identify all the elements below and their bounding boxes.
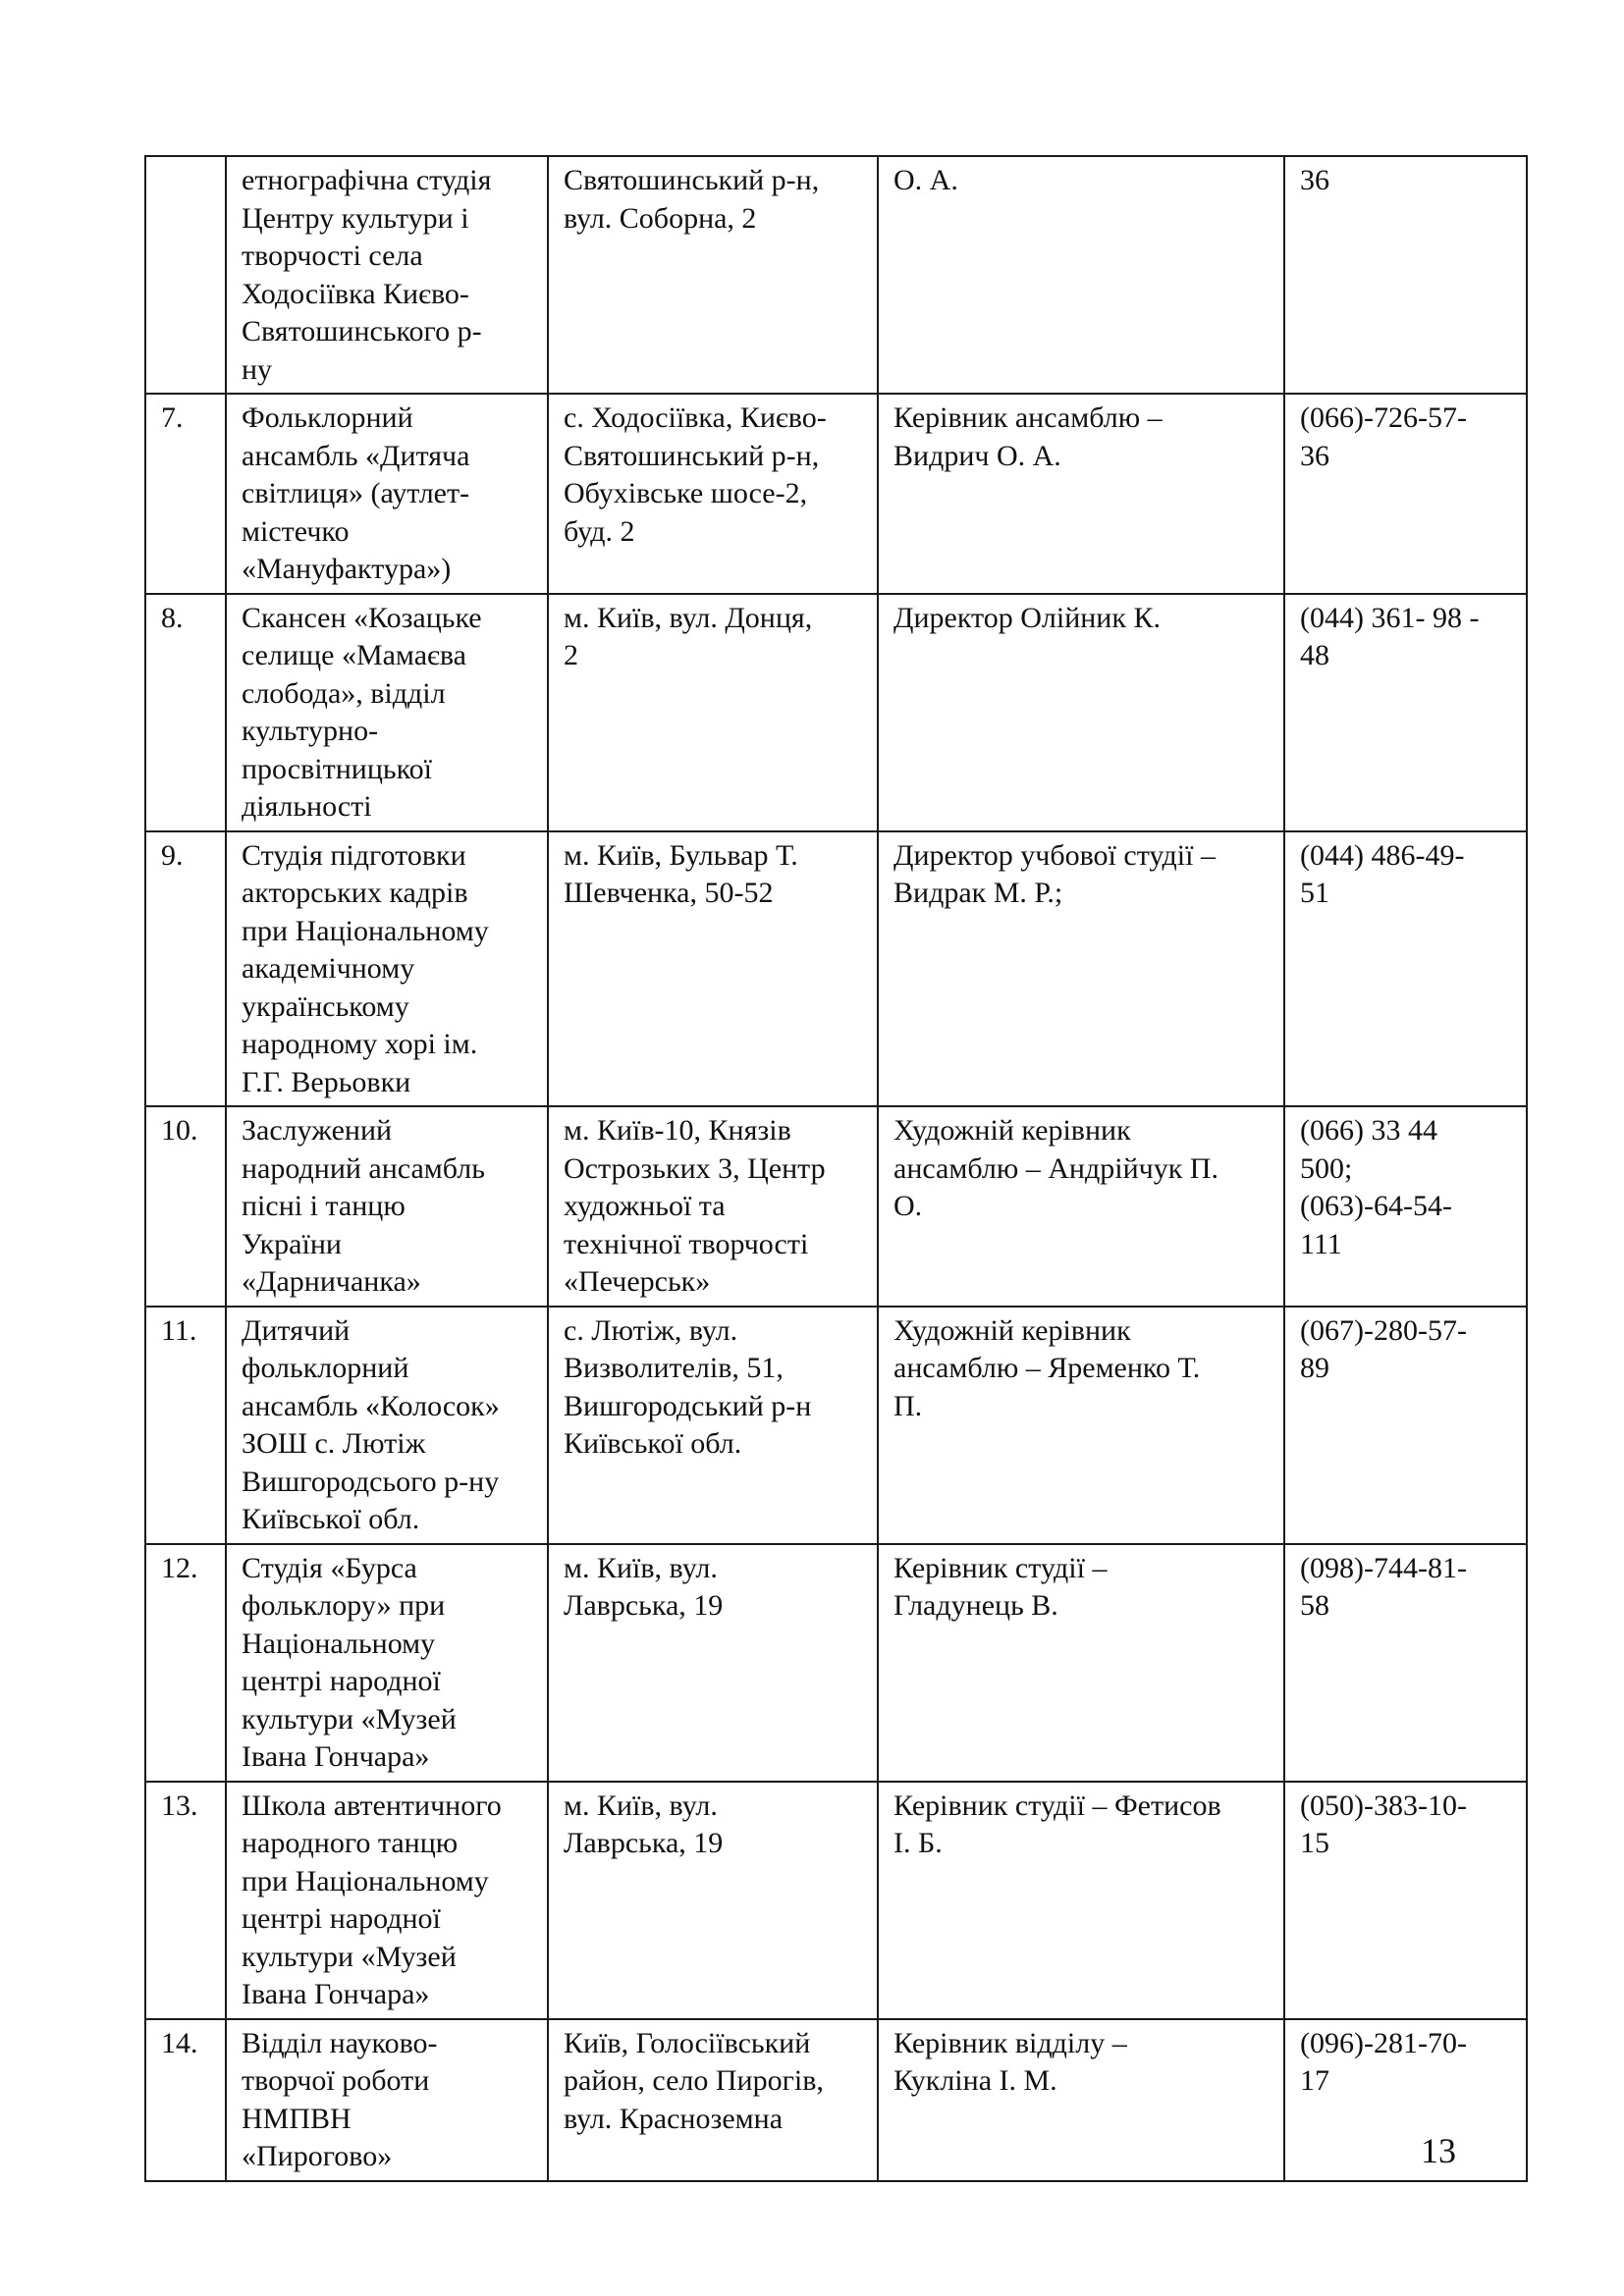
page-number: 13 [1421,2131,1456,2170]
head-cell: Керівник студії – Фетисов І. Б. [878,1782,1284,2019]
table-row [145,831,1527,1107]
table-row [145,1307,1527,1544]
phone-cell: (066) 33 44 500; (063)-64-54- 111 [1284,1106,1527,1307]
table-row [145,394,1527,594]
organization-name-cell: Дитячий фольклорний ансамбль «Колосок» ЗОШ с. Лютіж Вишгородсього р-ну Київської обл. [226,1307,548,1544]
organizations-table [144,155,1528,2182]
phone-cell: (044) 486-49- 51 [1284,831,1527,1107]
organization-name-cell: Відділ науково- творчої роботи НМПВН «Пирогово» [226,2019,548,2181]
organization-name-cell: Школа автентичного народного танцю при Національному центрі народної культури «Музей Івана Гончара» [226,1782,548,2019]
address-cell: м. Київ, вул. Донця, 2 [548,594,878,831]
table-row [145,1782,1527,2019]
row-number-cell [145,156,226,394]
address-cell: м. Київ, вул. Лаврська, 19 [548,1782,878,2019]
phone-cell: 36 [1284,156,1527,394]
organization-name-cell: Скансен «Козацьке селище «Мамаєва слобода», відділ культурно- просвітницької діяльності [226,594,548,831]
organization-name-cell: Заслужений народний ансамбль пісні і танцю України «Дарничанка» [226,1106,548,1307]
phone-cell: (044) 361- 98 - 48 [1284,594,1527,831]
table-row [145,1544,1527,1782]
phone-cell: (096)-281-70- 17 [1284,2019,1527,2181]
phone-cell: (098)-744-81- 58 [1284,1544,1527,1782]
organization-name-cell: етнографічна студія Центру культури і творчості села Ходосіївка Києво- Святошинського р- ну [226,156,548,394]
head-cell: Керівник ансамблю – Видрич О. А. [878,394,1284,594]
table-row [145,594,1527,831]
row-number-cell: 8. [145,594,226,831]
phone-cell: (066)-726-57- 36 [1284,394,1527,594]
row-number-cell: 9. [145,831,226,1107]
phone-cell: (067)-280-57- 89 [1284,1307,1527,1544]
address-cell: с. Лютіж, вул. Визволителів, 51, Вишгородський р-н Київської обл. [548,1307,878,1544]
table-row [145,1106,1527,1307]
organization-name-cell: Студія «Бурса фольклору» при Національному центрі народної культури «Музей Івана Гончара» [226,1544,548,1782]
table-row [145,156,1527,394]
head-cell: Керівник відділу – Куклінa І. М. [878,2019,1284,2181]
address-cell: м. Київ-10, Князів Острозьких 3, Центр художньої та технічної творчості «Печерськ» [548,1106,878,1307]
head-cell: О. А. [878,156,1284,394]
table-row [145,2019,1527,2181]
address-cell: Святошинський р-н, вул. Соборна, 2 [548,156,878,394]
head-cell: Директор Олійник К. [878,594,1284,831]
row-number-cell: 14. [145,2019,226,2181]
row-number-cell: 12. [145,1544,226,1782]
row-number-cell: 10. [145,1106,226,1307]
row-number-cell: 7. [145,394,226,594]
head-cell: Директор учбової студії – Видрак М. Р.; [878,831,1284,1107]
head-cell: Художній керівник ансамблю – Яременко Т. П. [878,1307,1284,1544]
address-cell: Київ, Голосіївський район, село Пирогів, вул. Красноземна [548,2019,878,2181]
phone-cell: (050)-383-10- 15 [1284,1782,1527,2019]
row-number-cell: 13. [145,1782,226,2019]
organization-name-cell: Фольклорний ансамбль «Дитяча світлиця» (аутлет- містечко «Мануфактура») [226,394,548,594]
address-cell: м. Київ, Бульвар Т. Шевченка, 50-52 [548,831,878,1107]
address-cell: с. Ходосіївка, Києво- Святошинський р-н, Обухівське шосе-2, буд. 2 [548,394,878,594]
head-cell: Художній керівник ансамблю – Андрійчук П. О. [878,1106,1284,1307]
organization-name-cell: Студія підготовки акторських кадрів при Національному академічному українському народному хорі ім. Г.Г. Верьовки [226,831,548,1107]
row-number-cell: 11. [145,1307,226,1544]
address-cell: м. Київ, вул. Лаврська, 19 [548,1544,878,1782]
head-cell: Керівник студії – Гладунець В. [878,1544,1284,1782]
